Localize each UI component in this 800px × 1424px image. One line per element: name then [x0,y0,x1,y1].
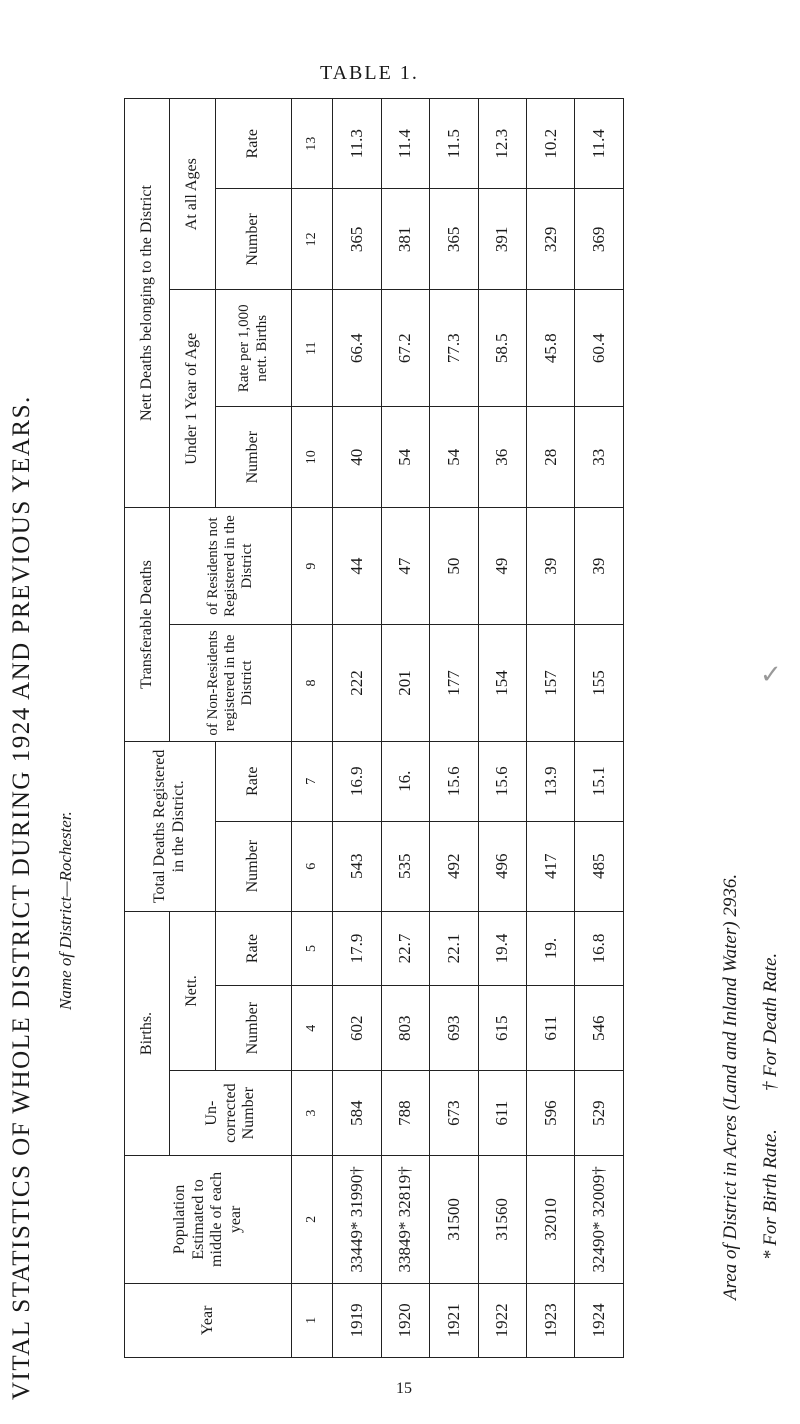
cell-td-rate: 16. [381,741,429,821]
cell-all-number: 329 [527,189,575,290]
header-residents: of Residents not Registered in the District [170,508,292,625]
cell-all-number: 381 [381,189,429,290]
district-name: Name of District—Rochester. [56,811,75,1010]
cell-all-number: 365 [333,189,381,290]
cell-population: 33449* 31990† [333,1156,381,1283]
cell-nett-number: 693 [430,986,478,1071]
cell-res: 39 [527,508,575,625]
cell-td-number: 543 [333,821,381,911]
cell-all-rate: 11.5 [430,99,478,189]
cell-non-res: 157 [527,625,575,742]
header-transferable: Transferable Deaths [125,508,170,742]
column-number: 10 [292,407,333,508]
cell-non-res: 154 [478,625,526,742]
header-all-number: Number [215,189,292,290]
table-row [333,99,381,1358]
cell-u1-rate: 45.8 [527,290,575,407]
cell-year: 1921 [430,1283,478,1357]
cell-nett-rate: 22.7 [381,911,429,985]
document-title: VITAL STATISTICS OF WHOLE DISTRICT DURING 1924 AND PREVIOUS YEARS. [8,395,35,1400]
cell-nett-rate: 22.1 [430,911,478,985]
cell-u1-rate: 67.2 [381,290,429,407]
cell-td-number: 496 [478,821,526,911]
cell-non-res: 177 [430,625,478,742]
column-number: 13 [292,99,333,189]
header-year: Year [125,1283,292,1357]
header-u1-rate: Rate per 1,000 nett. Births [215,290,292,407]
table-row [430,99,478,1358]
cell-nett-number: 602 [333,986,381,1071]
cell-u1-number: 28 [527,407,575,508]
cell-res: 47 [381,508,429,625]
cell-u1-number: 54 [381,407,429,508]
cell-population: 31560 [478,1156,526,1283]
header-nett-rate: Rate [215,911,292,985]
header-population: Population Estimated to middle of each year [125,1156,292,1283]
header-non-residents: of Non-Residents registered in the District [170,625,292,742]
cell-u1-number: 33 [575,407,624,508]
cell-population: 31500 [430,1156,478,1283]
column-number: 12 [292,189,333,290]
cell-u1-rate: 60.4 [575,290,624,407]
cell-year: 1920 [381,1283,429,1357]
cell-all-rate: 10.2 [527,99,575,189]
table-label: TABLE 1. [320,62,419,84]
cell-nett-rate: 17.9 [333,911,381,985]
header-td-number: Number [215,821,292,911]
header-td-rate: Rate [215,741,292,821]
cell-nett-rate: 19. [527,911,575,985]
cell-uncorrected: 596 [527,1071,575,1156]
header-nett-deaths: Nett Deaths belonging to the District [125,99,170,508]
cell-non-res: 222 [333,625,381,742]
cell-population: 32490* 32009† [575,1156,624,1283]
cell-res: 44 [333,508,381,625]
cell-td-rate: 16.9 [333,741,381,821]
cell-all-number: 369 [575,189,624,290]
cell-population: 33849* 32819† [381,1156,429,1283]
cell-nett-number: 611 [527,986,575,1071]
cell-uncorrected: 529 [575,1071,624,1156]
header-under-one: Under 1 Year of Age [170,290,215,508]
area-note: Area of District in Acres (Land and Inland Water) 2936. [720,873,741,1300]
header-u1-number: Number [215,407,292,508]
cell-population: 32010 [527,1156,575,1283]
cell-all-rate: 12.3 [478,99,526,189]
table-body [333,99,624,1358]
cell-nett-number: 546 [575,986,624,1071]
cell-non-res: 155 [575,625,624,742]
header-all-ages: At all Ages [170,99,215,290]
header-uncorrected: Un-corrected Number [170,1071,292,1156]
table-row [381,99,429,1358]
cell-td-rate: 15.6 [430,741,478,821]
vital-statistics-table [124,98,624,1358]
cell-td-number: 535 [381,821,429,911]
column-number-row [292,99,333,1358]
cell-res: 49 [478,508,526,625]
column-number: 1 [292,1283,333,1357]
cell-all-number: 365 [430,189,478,290]
cell-year: 1919 [333,1283,381,1357]
cell-all-rate: 11.4 [575,99,624,189]
cell-res: 50 [430,508,478,625]
header-nett-number: Number [215,986,292,1071]
cell-year: 1922 [478,1283,526,1357]
death-rate-note: † For Death Rate. [760,952,781,1092]
cell-td-number: 492 [430,821,478,911]
cell-td-rate: 15.6 [478,741,526,821]
header-births: Births. [125,911,170,1155]
cell-all-rate: 11.4 [381,99,429,189]
column-number: 3 [292,1071,333,1156]
cell-nett-number: 615 [478,986,526,1071]
cell-nett-rate: 19.4 [478,911,526,985]
column-number: 6 [292,821,333,911]
cell-u1-number: 40 [333,407,381,508]
cell-res: 39 [575,508,624,625]
header-total-deaths: Total Deaths Registered in the District. [125,741,216,911]
cell-u1-number: 54 [430,407,478,508]
cell-nett-number: 803 [381,986,429,1071]
cell-td-rate: 13.9 [527,741,575,821]
cell-year: 1923 [527,1283,575,1357]
column-number: 7 [292,741,333,821]
cell-u1-number: 36 [478,407,526,508]
header-nett: Nett. [170,911,215,1070]
birth-rate-note: * For Birth Rate. [760,1129,781,1260]
footnotes [760,953,782,1260]
check-mark-icon: ✓ [760,660,782,689]
table-row [575,99,624,1358]
cell-u1-rate: 58.5 [478,290,526,407]
cell-all-number: 391 [478,189,526,290]
column-number: 4 [292,986,333,1071]
cell-uncorrected: 788 [381,1071,429,1156]
cell-uncorrected: 611 [478,1071,526,1156]
column-number: 9 [292,508,333,625]
cell-uncorrected: 584 [333,1071,381,1156]
cell-non-res: 201 [381,625,429,742]
cell-year: 1924 [575,1283,624,1357]
cell-td-number: 417 [527,821,575,911]
cell-td-rate: 15.1 [575,741,624,821]
cell-nett-rate: 16.8 [575,911,624,985]
header-all-rate: Rate [215,99,292,189]
cell-uncorrected: 673 [430,1071,478,1156]
column-number: 2 [292,1156,333,1283]
cell-td-number: 485 [575,821,624,911]
column-number: 8 [292,625,333,742]
column-number: 5 [292,911,333,985]
cell-u1-rate: 77.3 [430,290,478,407]
cell-u1-rate: 66.4 [333,290,381,407]
table-row [527,99,575,1358]
page-number: 15 [396,1380,412,1397]
cell-all-rate: 11.3 [333,99,381,189]
column-number: 11 [292,290,333,407]
table-row [478,99,526,1358]
